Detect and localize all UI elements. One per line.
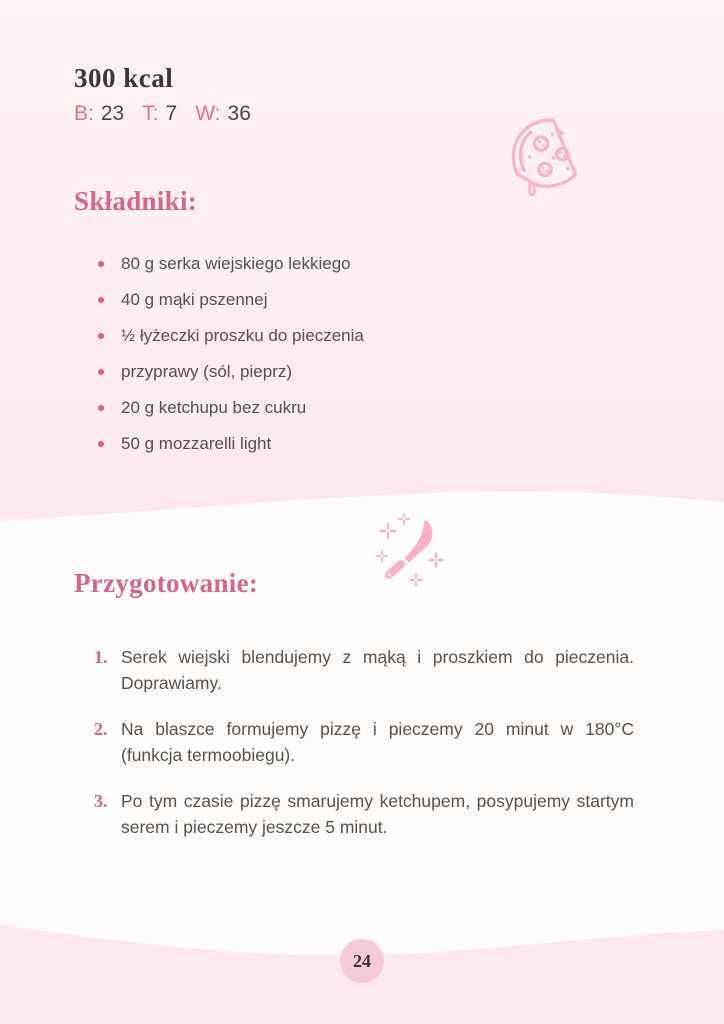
ingredient-text: przyprawy (sól, pieprz)	[121, 362, 292, 381]
macro-fat-label: T:	[142, 102, 159, 125]
bullet-dot-icon	[98, 297, 104, 303]
list-item	[98, 354, 364, 390]
list-item	[98, 390, 364, 426]
ingredient-text: 40 g mąki pszennej	[121, 290, 268, 309]
ingredients-heading: Składniki:	[74, 186, 198, 216]
bullet-dot-icon	[98, 405, 104, 411]
macro-fat-value: 7	[165, 102, 178, 125]
step-number: 2.	[94, 719, 108, 739]
macro-protein-value: 23	[100, 102, 125, 125]
list-item	[98, 426, 364, 462]
calories-heading: 300 kcal	[74, 63, 174, 93]
list-item	[98, 282, 364, 318]
step-text: Na blaszce formujemy pizzę i pieczemy 20 minut w 180°C (funkcja termoobiegu).	[121, 719, 634, 765]
macros-row	[74, 102, 269, 126]
step-text: Po tym czasie pizzę smarujemy ketchupem, posypujemy startym serem i pieczemy jeszcze 5 minut.	[121, 791, 634, 837]
preparation-heading: Przygotowanie:	[74, 568, 259, 598]
preparation-steps	[94, 644, 634, 860]
step-number: 3.	[94, 791, 108, 811]
knife-icon	[366, 508, 456, 598]
bullet-dot-icon	[98, 441, 104, 447]
macro-protein	[74, 102, 124, 126]
bullet-dot-icon	[98, 333, 104, 339]
step-text: Serek wiejski blendujemy z mąką i proszkiem do pieczenia. Doprawiamy.	[121, 647, 634, 693]
ingredient-text: 50 g mozzarelli light	[121, 434, 272, 453]
list-item	[98, 318, 364, 354]
pizza-slice-icon	[502, 114, 588, 200]
page-number: 24	[353, 950, 371, 971]
step-item	[94, 644, 634, 696]
macro-carbs-value: 36	[227, 102, 251, 125]
macro-protein-label: B:	[74, 102, 94, 125]
macro-fat	[142, 102, 177, 126]
ingredient-text: ½ łyżeczki proszku do pieczenia	[121, 326, 364, 345]
step-item	[94, 788, 634, 840]
macro-carbs-label: W:	[195, 102, 221, 125]
bullet-dot-icon	[98, 369, 104, 375]
bullet-dot-icon	[98, 261, 104, 267]
ingredients-list	[98, 246, 364, 462]
step-number: 1.	[94, 647, 108, 667]
macro-carbs	[195, 102, 251, 126]
page-number-badge	[340, 939, 384, 983]
ingredient-text: 20 g ketchupu bez cukru	[121, 398, 307, 417]
ingredient-text: 80 g serka wiejskiego lekkiego	[121, 254, 351, 273]
list-item	[98, 246, 364, 282]
step-item	[94, 716, 634, 768]
